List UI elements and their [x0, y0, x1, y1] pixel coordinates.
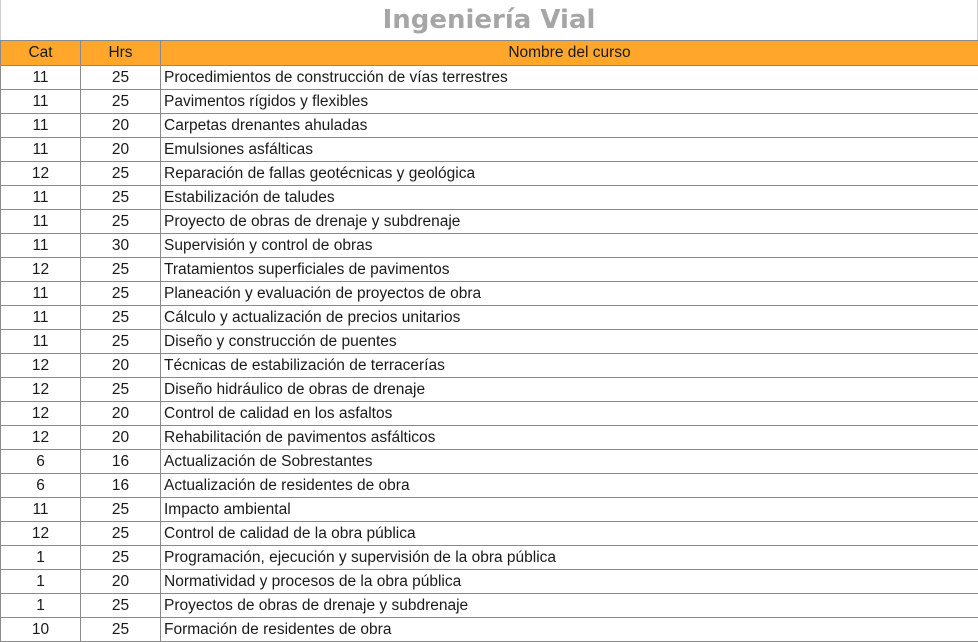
cell-cat: 11	[1, 330, 81, 354]
table-row	[1, 90, 978, 114]
column-header-cat: Cat	[1, 41, 81, 66]
cell-course-name: Actualización de residentes de obra	[161, 474, 978, 498]
cell-course-name: Normatividad y procesos de la obra pública	[161, 570, 978, 594]
table-row	[1, 234, 978, 258]
cell-cat: 1	[1, 594, 81, 618]
cell-hrs: 25	[81, 306, 161, 330]
cell-cat: 10	[1, 618, 81, 642]
header-row	[1, 41, 978, 66]
cell-hrs: 16	[81, 474, 161, 498]
cell-cat: 12	[1, 354, 81, 378]
table-row	[1, 618, 978, 642]
table-row	[1, 114, 978, 138]
cell-course-name: Pavimentos rígidos y flexibles	[161, 90, 978, 114]
table-row	[1, 402, 978, 426]
cell-hrs: 25	[81, 90, 161, 114]
table-row	[1, 378, 978, 402]
cell-course-name: Proyecto de obras de drenaje y subdrenaje	[161, 210, 978, 234]
cell-cat: 11	[1, 282, 81, 306]
cell-course-name: Supervisión y control de obras	[161, 234, 978, 258]
cell-course-name: Programación, ejecución y supervisión de la obra pública	[161, 546, 978, 570]
cell-cat: 11	[1, 498, 81, 522]
cell-cat: 11	[1, 186, 81, 210]
cell-hrs: 25	[81, 282, 161, 306]
cell-course-name: Emulsiones asfálticas	[161, 138, 978, 162]
cell-hrs: 25	[81, 546, 161, 570]
table-row	[1, 138, 978, 162]
cell-hrs: 25	[81, 186, 161, 210]
cell-course-name: Cálculo y actualización de precios unitarios	[161, 306, 978, 330]
cell-hrs: 25	[81, 618, 161, 642]
cell-course-name: Control de calidad en los asfaltos	[161, 402, 978, 426]
cell-hrs: 25	[81, 210, 161, 234]
cell-course-name: Proyectos de obras de drenaje y subdrenaje	[161, 594, 978, 618]
cell-hrs: 20	[81, 138, 161, 162]
cell-course-name: Carpetas drenantes ahuladas	[161, 114, 978, 138]
cell-hrs: 25	[81, 378, 161, 402]
cell-cat: 11	[1, 138, 81, 162]
cell-hrs: 25	[81, 498, 161, 522]
cell-cat: 1	[1, 570, 81, 594]
table-row	[1, 474, 978, 498]
cell-course-name: Estabilización de taludes	[161, 186, 978, 210]
cell-hrs: 25	[81, 66, 161, 90]
cell-course-name: Tratamientos superficiales de pavimentos	[161, 258, 978, 282]
cell-cat: 6	[1, 474, 81, 498]
cell-cat: 12	[1, 426, 81, 450]
cell-course-name: Formación de residentes de obra	[161, 618, 978, 642]
cell-hrs: 20	[81, 114, 161, 138]
table-row	[1, 450, 978, 474]
cell-cat: 11	[1, 66, 81, 90]
cell-course-name: Planeación y evaluación de proyectos de obra	[161, 282, 978, 306]
table-row	[1, 258, 978, 282]
table-row	[1, 354, 978, 378]
table-row	[1, 282, 978, 306]
cell-course-name: Rehabilitación de pavimentos asfálticos	[161, 426, 978, 450]
column-header-name: Nombre del curso	[161, 41, 978, 66]
cell-course-name: Procedimientos de construcción de vías terrestres	[161, 66, 978, 90]
cell-cat: 1	[1, 546, 81, 570]
table-row	[1, 522, 978, 546]
courses-table	[0, 40, 978, 642]
table-row	[1, 306, 978, 330]
table-row	[1, 210, 978, 234]
cell-cat: 11	[1, 114, 81, 138]
cell-cat: 12	[1, 258, 81, 282]
cell-course-name: Reparación de fallas geotécnicas y geológica	[161, 162, 978, 186]
cell-cat: 11	[1, 306, 81, 330]
cell-hrs: 20	[81, 354, 161, 378]
cell-hrs: 16	[81, 450, 161, 474]
cell-hrs: 25	[81, 330, 161, 354]
table-row	[1, 546, 978, 570]
cell-cat: 11	[1, 90, 81, 114]
cell-hrs: 20	[81, 570, 161, 594]
cell-course-name: Impacto ambiental	[161, 498, 978, 522]
page-title: Ingeniería Vial	[0, 0, 978, 40]
cell-cat: 11	[1, 210, 81, 234]
cell-course-name: Diseño hidráulico de obras de drenaje	[161, 378, 978, 402]
table-row	[1, 66, 978, 90]
cell-hrs: 20	[81, 426, 161, 450]
table-row	[1, 186, 978, 210]
cell-course-name: Control de calidad de la obra pública	[161, 522, 978, 546]
cell-cat: 12	[1, 402, 81, 426]
cell-cat: 12	[1, 162, 81, 186]
cell-hrs: 25	[81, 258, 161, 282]
table-row	[1, 162, 978, 186]
cell-cat: 11	[1, 234, 81, 258]
table-row	[1, 594, 978, 618]
cell-cat: 6	[1, 450, 81, 474]
table-row	[1, 498, 978, 522]
table-row	[1, 426, 978, 450]
table-row	[1, 330, 978, 354]
cell-course-name: Diseño y construcción de puentes	[161, 330, 978, 354]
cell-course-name: Actualización de Sobrestantes	[161, 450, 978, 474]
cell-hrs: 25	[81, 162, 161, 186]
cell-cat: 12	[1, 522, 81, 546]
cell-hrs: 20	[81, 402, 161, 426]
cell-hrs: 25	[81, 522, 161, 546]
column-header-hrs: Hrs	[81, 41, 161, 66]
cell-course-name: Técnicas de estabilización de terracerías	[161, 354, 978, 378]
cell-cat: 12	[1, 378, 81, 402]
table-row	[1, 570, 978, 594]
cell-hrs: 25	[81, 594, 161, 618]
cell-hrs: 30	[81, 234, 161, 258]
